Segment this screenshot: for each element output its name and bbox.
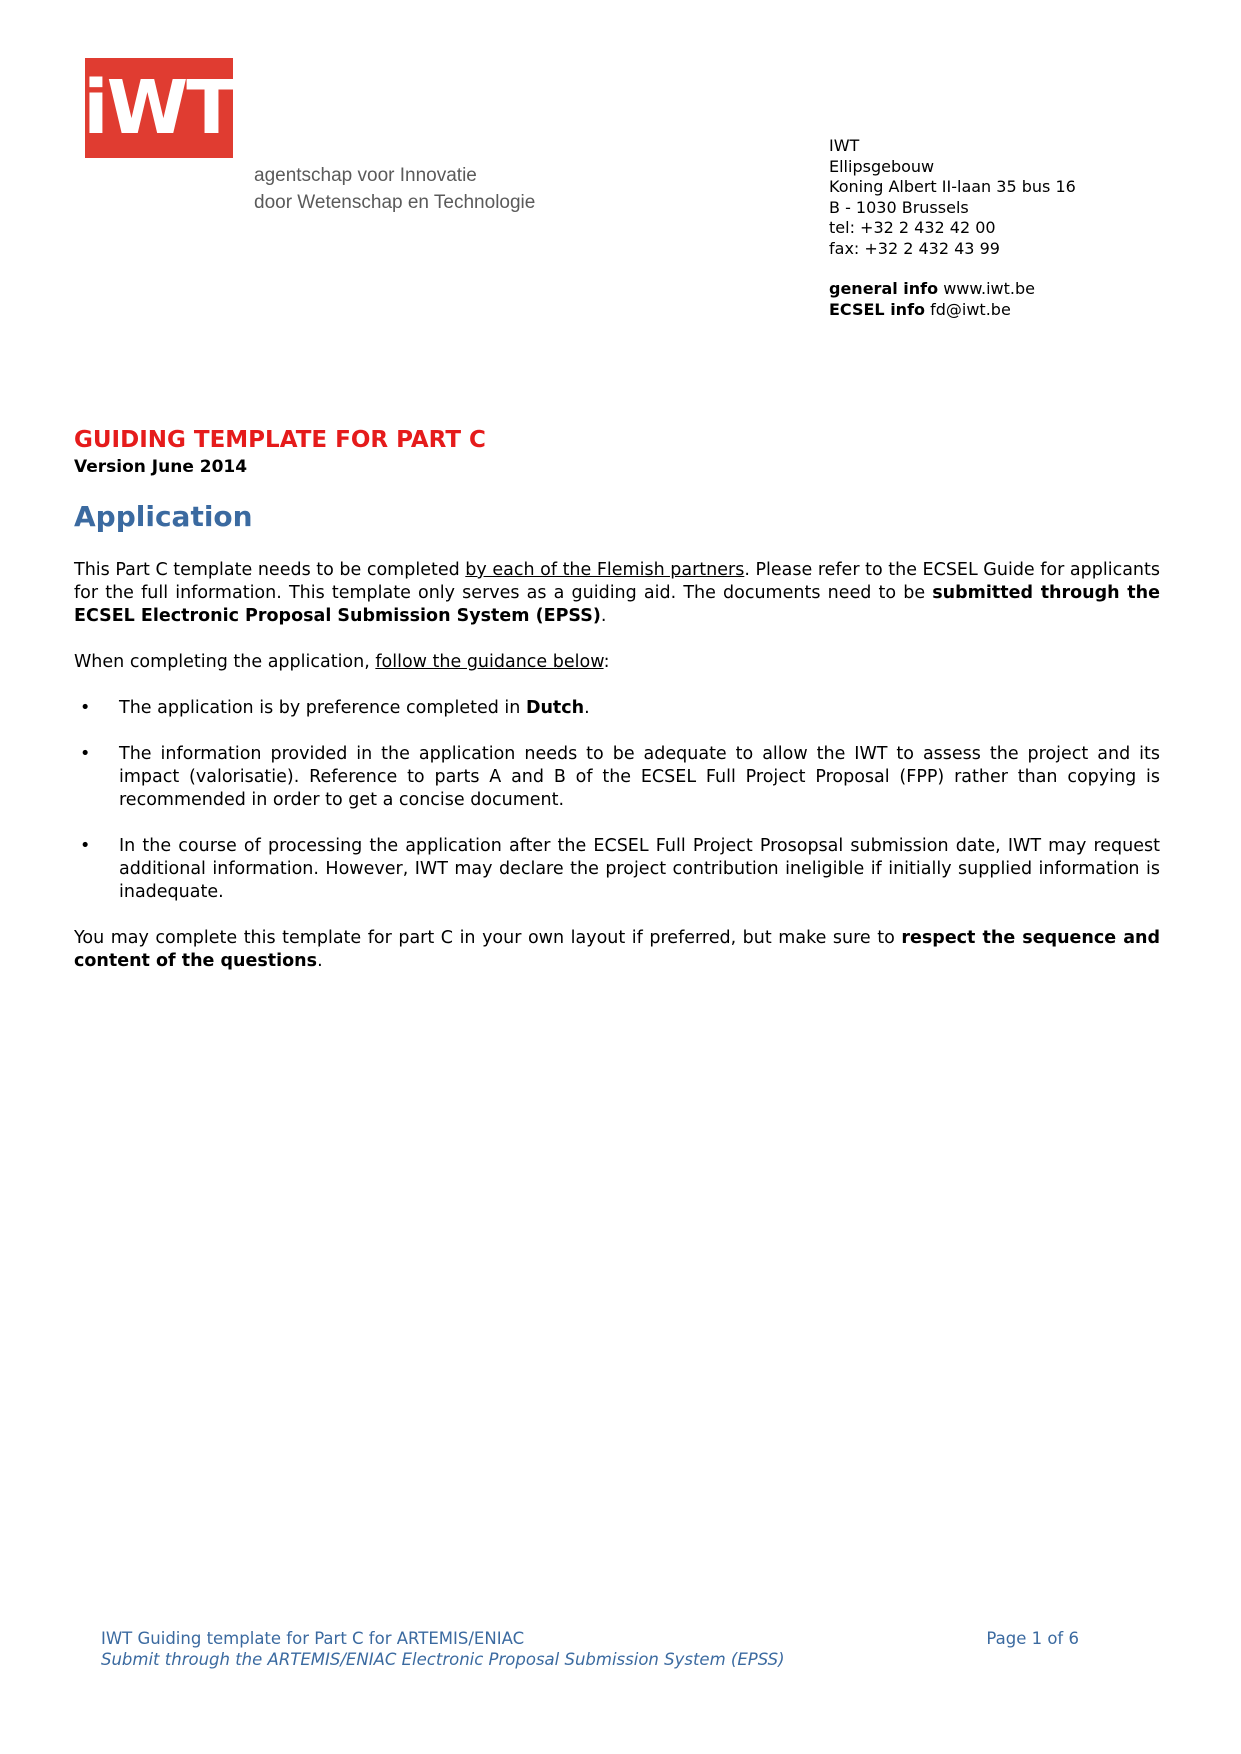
footer-title: IWT Guiding template for Part C for ARTEMIS/ENIAC [101, 1629, 525, 1648]
bullet-3-text: In the course of processing the application after the ECSEL Full Project Prosopsal submission date, IWT may request additional information. However, IWT may declare the project contribution ineligible if initially supplied information is inadequate. [119, 836, 1160, 902]
logo-tagline [254, 162, 535, 216]
version-label: Version June 2014 [74, 457, 248, 477]
footer-subtitle: Submit through the ARTEMIS/ENIAC Electronic Proposal Submission System (EPSS) [101, 1649, 785, 1669]
page-number: Page 1 of 6 [986, 1629, 1079, 1648]
logo-tagline-line1: agentschap voor Innovatie [254, 165, 477, 186]
address-street: Koning Albert II-laan 35 bus 16 [829, 177, 1076, 196]
list-item [74, 697, 1160, 720]
address-fax: fax: +32 2 432 43 99 [829, 238, 1000, 258]
guidance-paragraph [74, 651, 1160, 674]
intro-bold: submitted through the ECSEL Electronic Proposal Submission System (EPSS) [74, 583, 1160, 626]
intro-underlined: by each of the Flemish partners [465, 560, 745, 580]
section-heading: Application [74, 500, 253, 533]
guidance-text-2: : [603, 652, 610, 672]
address-tel: tel: +32 2 432 42 00 [829, 218, 996, 237]
intro-text-2: . Please refer to the ECSEL Guide for applicants for the full information. This template only serves as a guiding aid. The documents need to be [74, 560, 1160, 603]
ecsel-info-email[interactable]: fd@iwt.be [925, 299, 1011, 319]
guidance-list [74, 697, 1160, 904]
ecsel-info-line [829, 300, 1076, 321]
logo-tagline-line2: door Wetenschap en Technologie [254, 192, 536, 213]
guidance-underlined: follow the guidance below [375, 652, 604, 672]
guidance-text-1: When completing the application, [74, 652, 376, 672]
general-info-label: general info [829, 279, 939, 298]
closing-paragraph [74, 927, 1160, 973]
intro-text-3: . [600, 606, 607, 626]
ecsel-info-label: ECSEL info [829, 299, 926, 319]
bullet-1-end: . [584, 698, 590, 718]
intro-paragraph [74, 559, 1160, 628]
bullet-icon: • [80, 698, 91, 718]
closing-text-2: . [317, 951, 323, 971]
address-org: IWT [829, 136, 860, 155]
address-city: B - 1030 Brussels [829, 197, 969, 217]
closing-text-1: You may complete this template for part C in your own layout if preferred, but make sure to [74, 928, 902, 948]
closing-bold: respect the sequence and content of the questions [74, 928, 1161, 971]
general-info-line [829, 279, 1076, 300]
document-title: GUIDING TEMPLATE FOR PART C [74, 427, 486, 453]
list-item [74, 835, 1160, 904]
address-building: Ellipsgebouw [829, 156, 935, 176]
logo-mark: iWT [83, 65, 235, 151]
body-content [74, 559, 1160, 996]
bullet-2-text: The information provided in the application needs to be adequate to allow the IWT to assess the project and its impact (valorisatie). Reference to parts A and B of the ECSEL Full Project Proposal (FPP) rather than copying is recommended in order to get a concise document. [119, 744, 1160, 810]
intro-text-1: This Part C template needs to be completed [74, 560, 466, 580]
address-block [829, 136, 1076, 320]
bullet-icon: • [80, 744, 91, 764]
general-info-link[interactable]: www.iwt.be [938, 279, 1035, 298]
list-item [74, 743, 1160, 812]
iwt-logo [85, 58, 233, 158]
bullet-1-bold: Dutch [525, 698, 585, 718]
bullet-1-text: The application is by preference completed in [119, 698, 526, 718]
page-footer [101, 1629, 1079, 1670]
bullet-icon: • [80, 836, 91, 856]
